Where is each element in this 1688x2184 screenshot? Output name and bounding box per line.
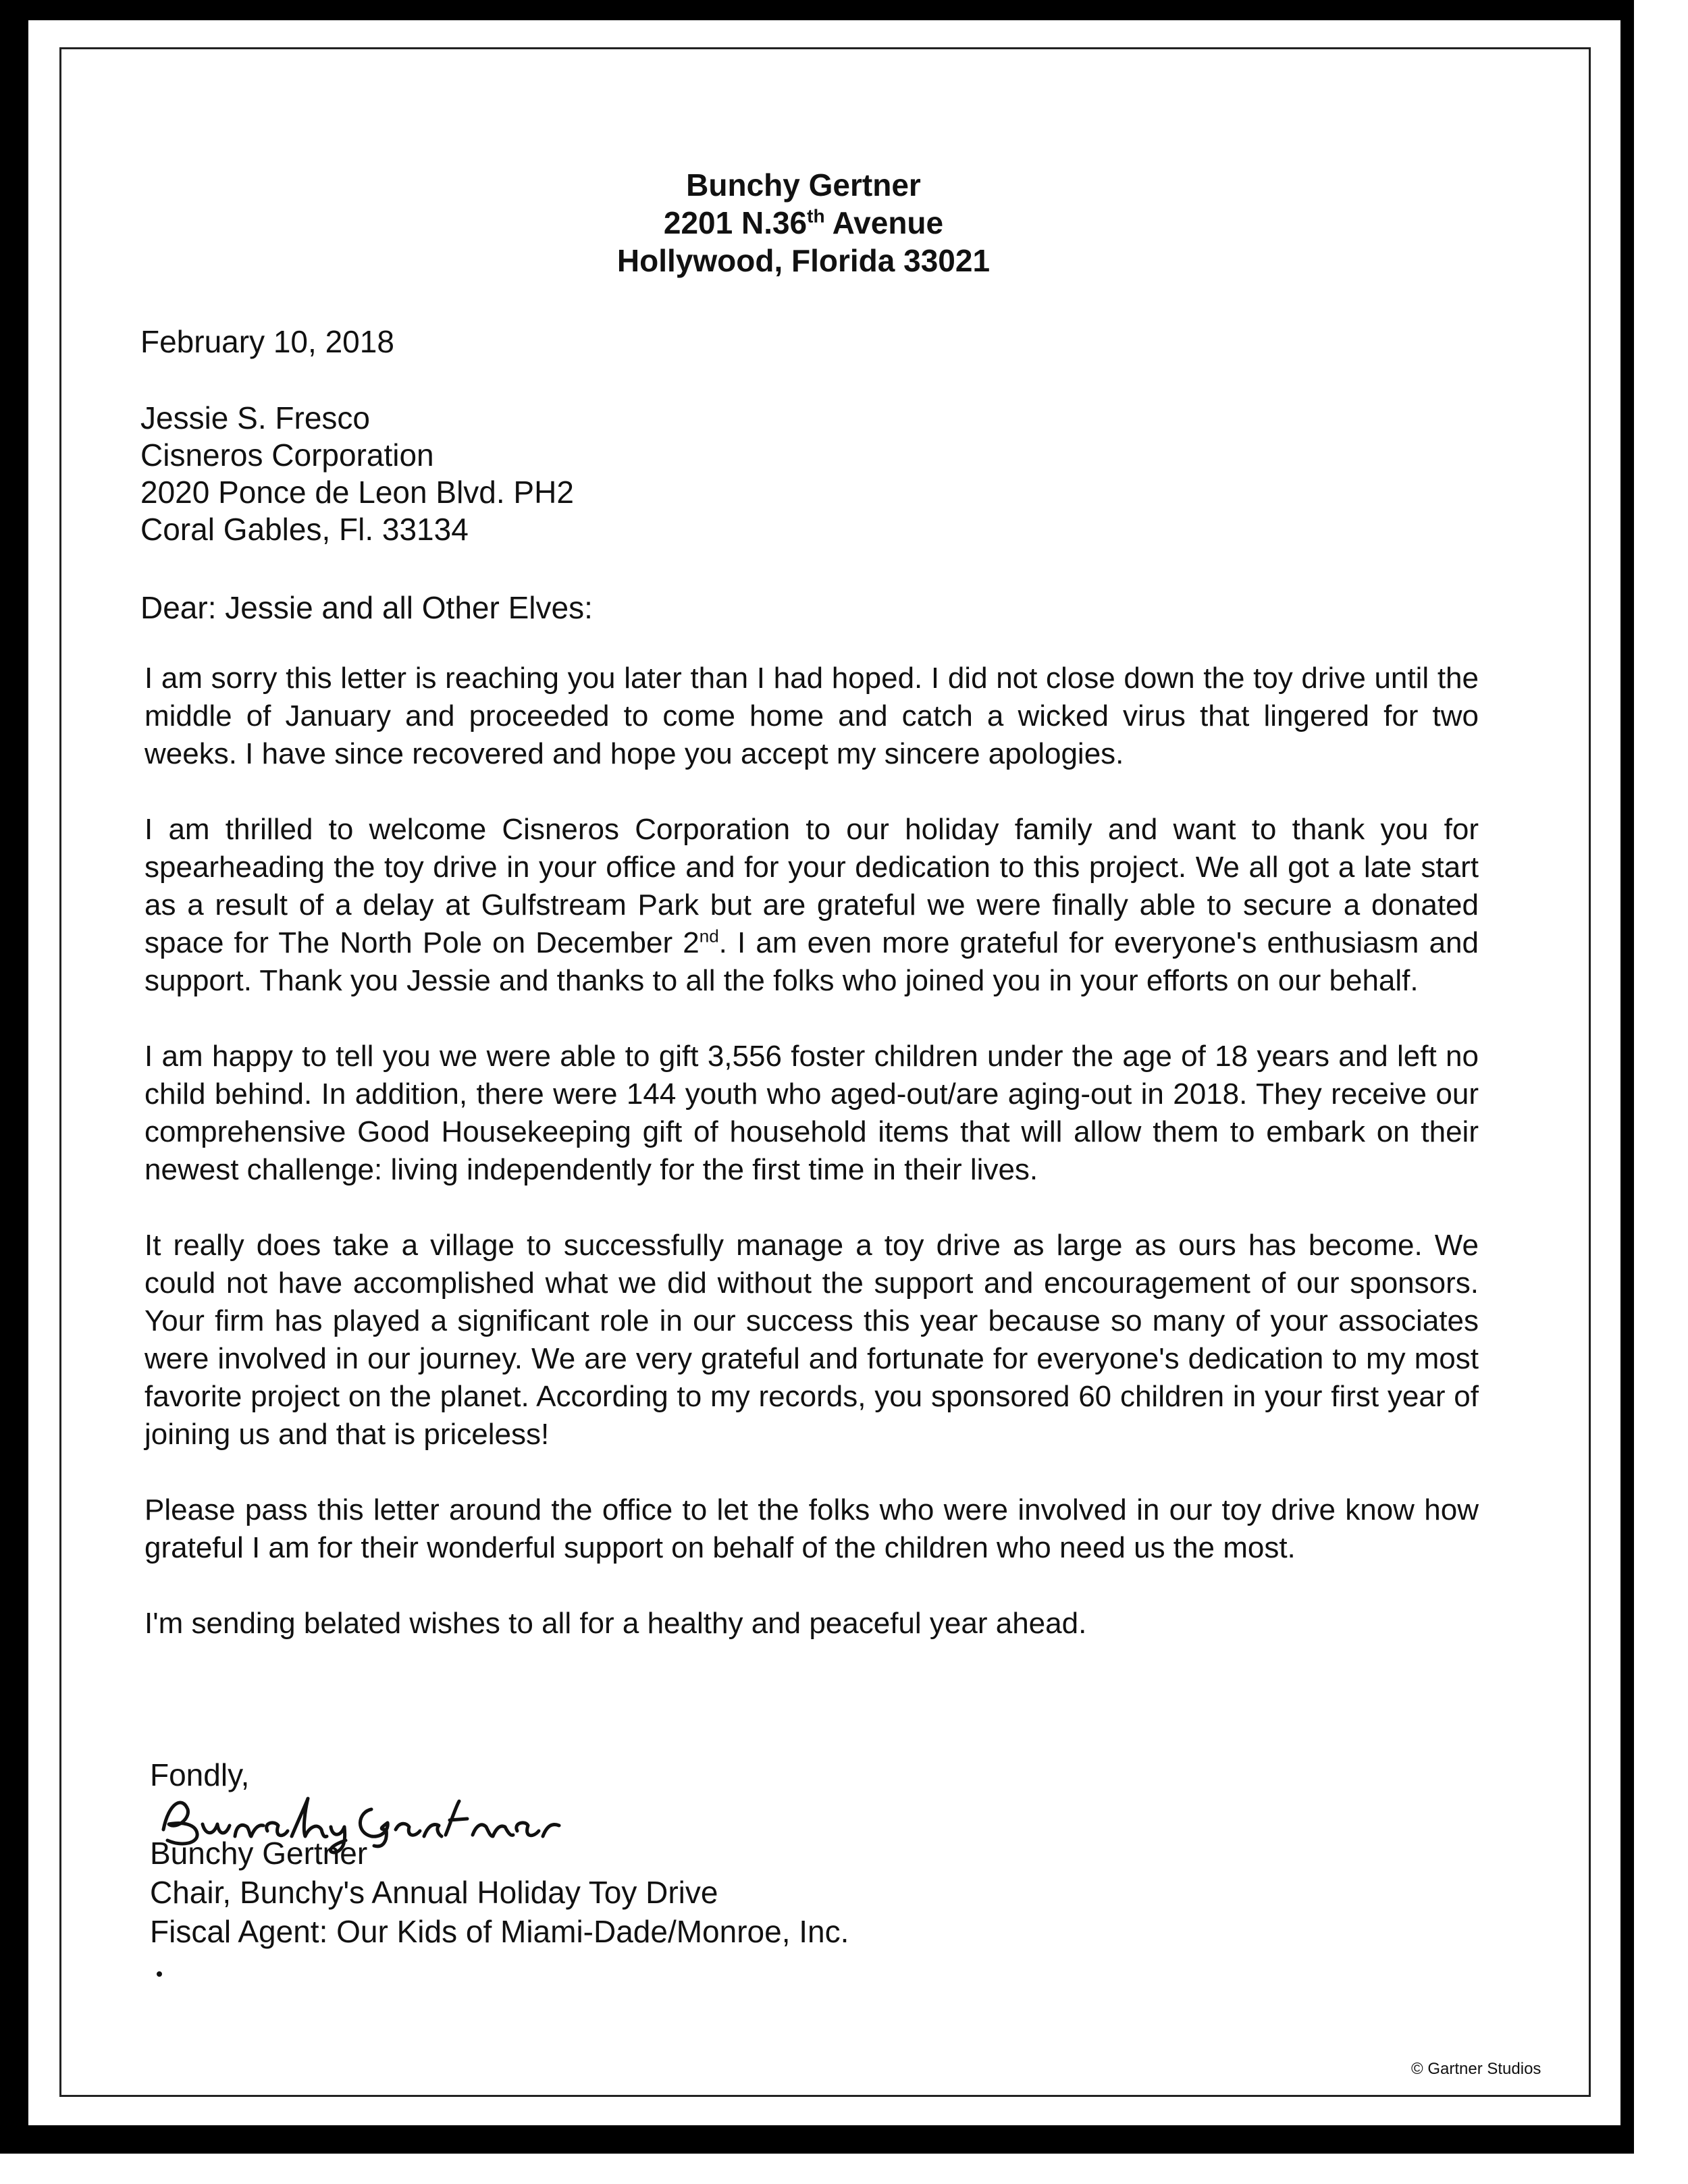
- fiscal-agent: Fiscal Agent: Our Kids of Miami-Dade/Monroe, Inc.: [150, 1914, 849, 1949]
- paragraph-6: I'm sending belated wishes to all for a healthy and peaceful year ahead.: [144, 1607, 1087, 1640]
- letter-date: February 10, 2018: [140, 324, 394, 359]
- valediction: Fondly,: [150, 1757, 250, 1792]
- sender-name: Bunchy Gertner: [686, 167, 921, 203]
- paragraph-2: I am thrilled to welcome Cisneros Corporation to our holiday family and want to thank you for spearheading the toy drive in your office and for your dedication to this project. We all got a late start as a result of a delay at Gulfstream Park but are grateful we were finally able to secure a donated space for The North Pole on December 2nd. I am even more grateful for everyone's enthusiasm and support. Thank you Jessie and thanks to all the folks who joined you in your efforts on our behalf.: [144, 813, 1479, 997]
- handwritten-signature: [155, 1782, 574, 1857]
- recipient-city: Coral Gables, Fl. 33134: [140, 512, 469, 547]
- recipient-address: [140, 400, 574, 548]
- paragraph-4: It really does take a village to successfully manage a toy drive as large as ours has become. We could not have accomplished what we did without the support and encouragement of our sponsors. Your firm has played a significant role in our success this year because so many of your associates were involved in our journey. We are very grateful and fortunate for everyone's dedication to my most favorite project on the planet. According to my records, you sponsored 60 children in your first year of joining us and that is priceless!: [144, 1229, 1479, 1451]
- recipient-name: Jessie S. Fresco: [140, 400, 370, 435]
- recipient-company: Cisneros Corporation: [140, 437, 434, 473]
- sender-street: 2201 N.36th Avenue: [663, 205, 944, 240]
- paragraph-1: I am sorry this letter is reaching you later than I had hoped. I did not close down the toy drive until the middle of January and proceeded to come home and catch a wicked virus that lingered for two weeks. I have since recovered and hope you accept my sincere apologies.: [144, 662, 1479, 770]
- copyright-notice: © Gartner Studios: [1411, 2060, 1541, 2078]
- recipient-street: 2020 Ponce de Leon Blvd. PH2: [140, 475, 574, 510]
- signer-name: Bunchy Gertner: [150, 1836, 368, 1871]
- letterhead: [513, 166, 1094, 279]
- salutation: Dear: Jessie and all Other Elves:: [140, 590, 593, 625]
- signer-title: Chair, Bunchy's Annual Holiday Toy Drive: [150, 1875, 718, 1910]
- sender-city: Hollywood, Florida 33021: [616, 243, 991, 278]
- letter-body: [144, 660, 1479, 1680]
- paragraph-3: I am happy to tell you we were able to gift 3,556 foster children under the age of 18 years and left no child behind. In addition, there were 144 youth who aged-out/are aging-out in 2018. They receive our comprehensive Good Housekeeping gift of household items that will allow them to embark on their newest challenge: living independently for the first time in their lives.: [144, 1040, 1479, 1186]
- paragraph-5: Please pass this letter around the office to let the folks who were involved in our toy drive know how grateful I am for their wonderful support on behalf of the children who need us the most.: [144, 1493, 1479, 1564]
- stray-dot: [157, 1971, 162, 1977]
